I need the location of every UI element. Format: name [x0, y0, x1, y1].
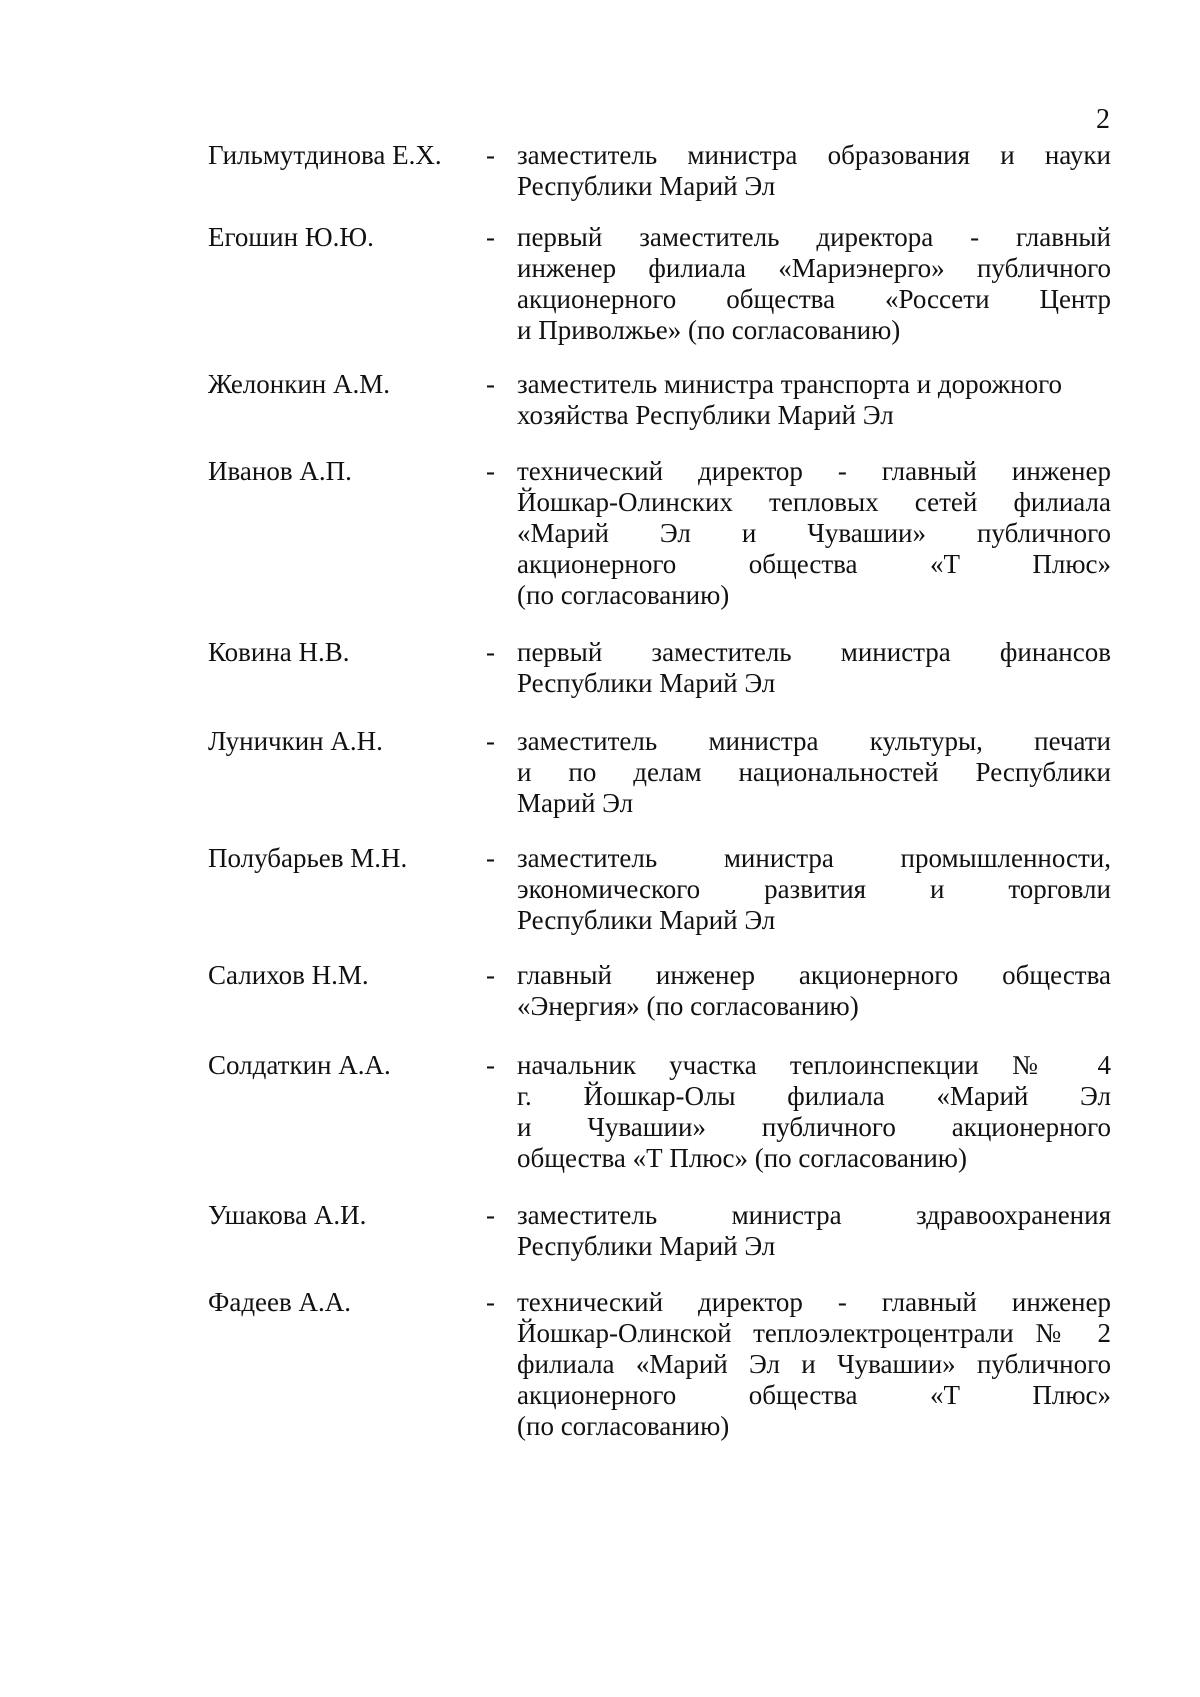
member-position — [517, 1050, 1111, 1174]
position-line: (по согласованию) — [517, 580, 730, 610]
page-number: 2 — [1096, 104, 1110, 135]
member-position — [517, 843, 1111, 936]
member-name: Салихов Н.М. — [208, 960, 369, 990]
position-line: первый заместитель министра финансов — [517, 637, 1111, 667]
position-line: «Марий Эл и Чувашии» публичного — [517, 518, 1111, 548]
position-line: г. Йошкар-Олы филиала «Марий Эл — [517, 1081, 1111, 1111]
dash-separator: - — [486, 1287, 495, 1317]
member-name: Желонкин А.М. — [208, 369, 390, 399]
member-position — [517, 726, 1111, 819]
position-line: Йошкар-Олинской теплоэлектроцентрали № 2 — [517, 1318, 1111, 1348]
position-line: акционерного общества «Т Плюс» — [517, 1380, 1111, 1410]
dash-separator: - — [486, 726, 495, 756]
member-position — [517, 140, 1111, 202]
position-line: и по делам национальностей Республики — [517, 757, 1111, 787]
member-position — [517, 222, 1111, 346]
dash-separator: - — [486, 222, 495, 252]
position-line: акционерного общества «Т Плюс» — [517, 549, 1111, 579]
position-line: заместитель министра культуры, печати — [517, 726, 1111, 756]
position-line: главный инженер акционерного общества — [517, 960, 1111, 990]
position-line: общества «Т Плюс» (по согласованию) — [517, 1143, 967, 1173]
position-line: Йошкар-Олинских тепловых сетей филиала — [517, 487, 1111, 517]
position-line: инженер филиала «Мариэнерго» публичного — [517, 253, 1111, 283]
position-line: и Чувашии» публичного акционерного — [517, 1112, 1111, 1142]
position-line: заместитель министра промышленности, — [517, 843, 1111, 873]
position-line: заместитель министра транспорта и дорожного — [517, 369, 1062, 399]
position-line: (по согласованию) — [517, 1411, 730, 1441]
member-name: Луничкин А.Н. — [208, 726, 383, 756]
member-name: Гильмутдинова Е.Х. — [208, 140, 442, 170]
member-position — [517, 369, 1111, 431]
dash-separator: - — [486, 369, 495, 399]
position-line: Республики Марий Эл — [517, 1231, 776, 1261]
position-line: технический директор - главный инженер — [517, 1287, 1111, 1317]
position-line: экономического развития и торговли — [517, 874, 1111, 904]
member-position — [517, 456, 1111, 611]
member-name: Полубарьев М.Н. — [208, 843, 408, 873]
dash-separator: - — [486, 140, 495, 170]
position-line: технический директор - главный инженер — [517, 456, 1111, 486]
member-name: Егошин Ю.Ю. — [208, 222, 374, 252]
member-position — [517, 960, 1111, 1022]
position-line: заместитель министра образования и науки — [517, 140, 1111, 170]
position-line: Республики Марий Эл — [517, 668, 776, 698]
member-name: Солдаткин А.А. — [208, 1050, 391, 1080]
dash-separator: - — [486, 1200, 495, 1230]
member-name: Ковина Н.В. — [208, 637, 350, 667]
position-line: первый заместитель директора - главный — [517, 222, 1111, 252]
position-line: и Приволжье» (по согласованию) — [517, 315, 901, 345]
position-line: начальник участка теплоинспекции № 4 — [517, 1050, 1111, 1080]
position-line: Республики Марий Эл — [517, 171, 776, 201]
position-line: акционерного общества «Россети Центр — [517, 284, 1111, 314]
position-line: Марий Эл — [517, 788, 634, 818]
position-line: филиала «Марий Эл и Чувашии» публичного — [517, 1349, 1111, 1379]
position-line: заместитель министра здравоохранения — [517, 1200, 1111, 1230]
member-name: Иванов А.П. — [208, 456, 352, 486]
dash-separator: - — [486, 843, 495, 873]
member-name: Фадеев А.А. — [208, 1287, 352, 1317]
member-position — [517, 1287, 1111, 1442]
dash-separator: - — [486, 456, 495, 486]
position-line: «Энергия» (по согласованию) — [517, 991, 859, 1021]
position-line: хозяйства Республики Марий Эл — [517, 400, 894, 430]
member-name: Ушакова А.И. — [208, 1200, 367, 1230]
dash-separator: - — [486, 1050, 495, 1080]
dash-separator: - — [486, 637, 495, 667]
member-position — [517, 1200, 1111, 1262]
position-line: Республики Марий Эл — [517, 905, 776, 935]
member-position — [517, 637, 1111, 699]
dash-separator: - — [486, 960, 495, 990]
